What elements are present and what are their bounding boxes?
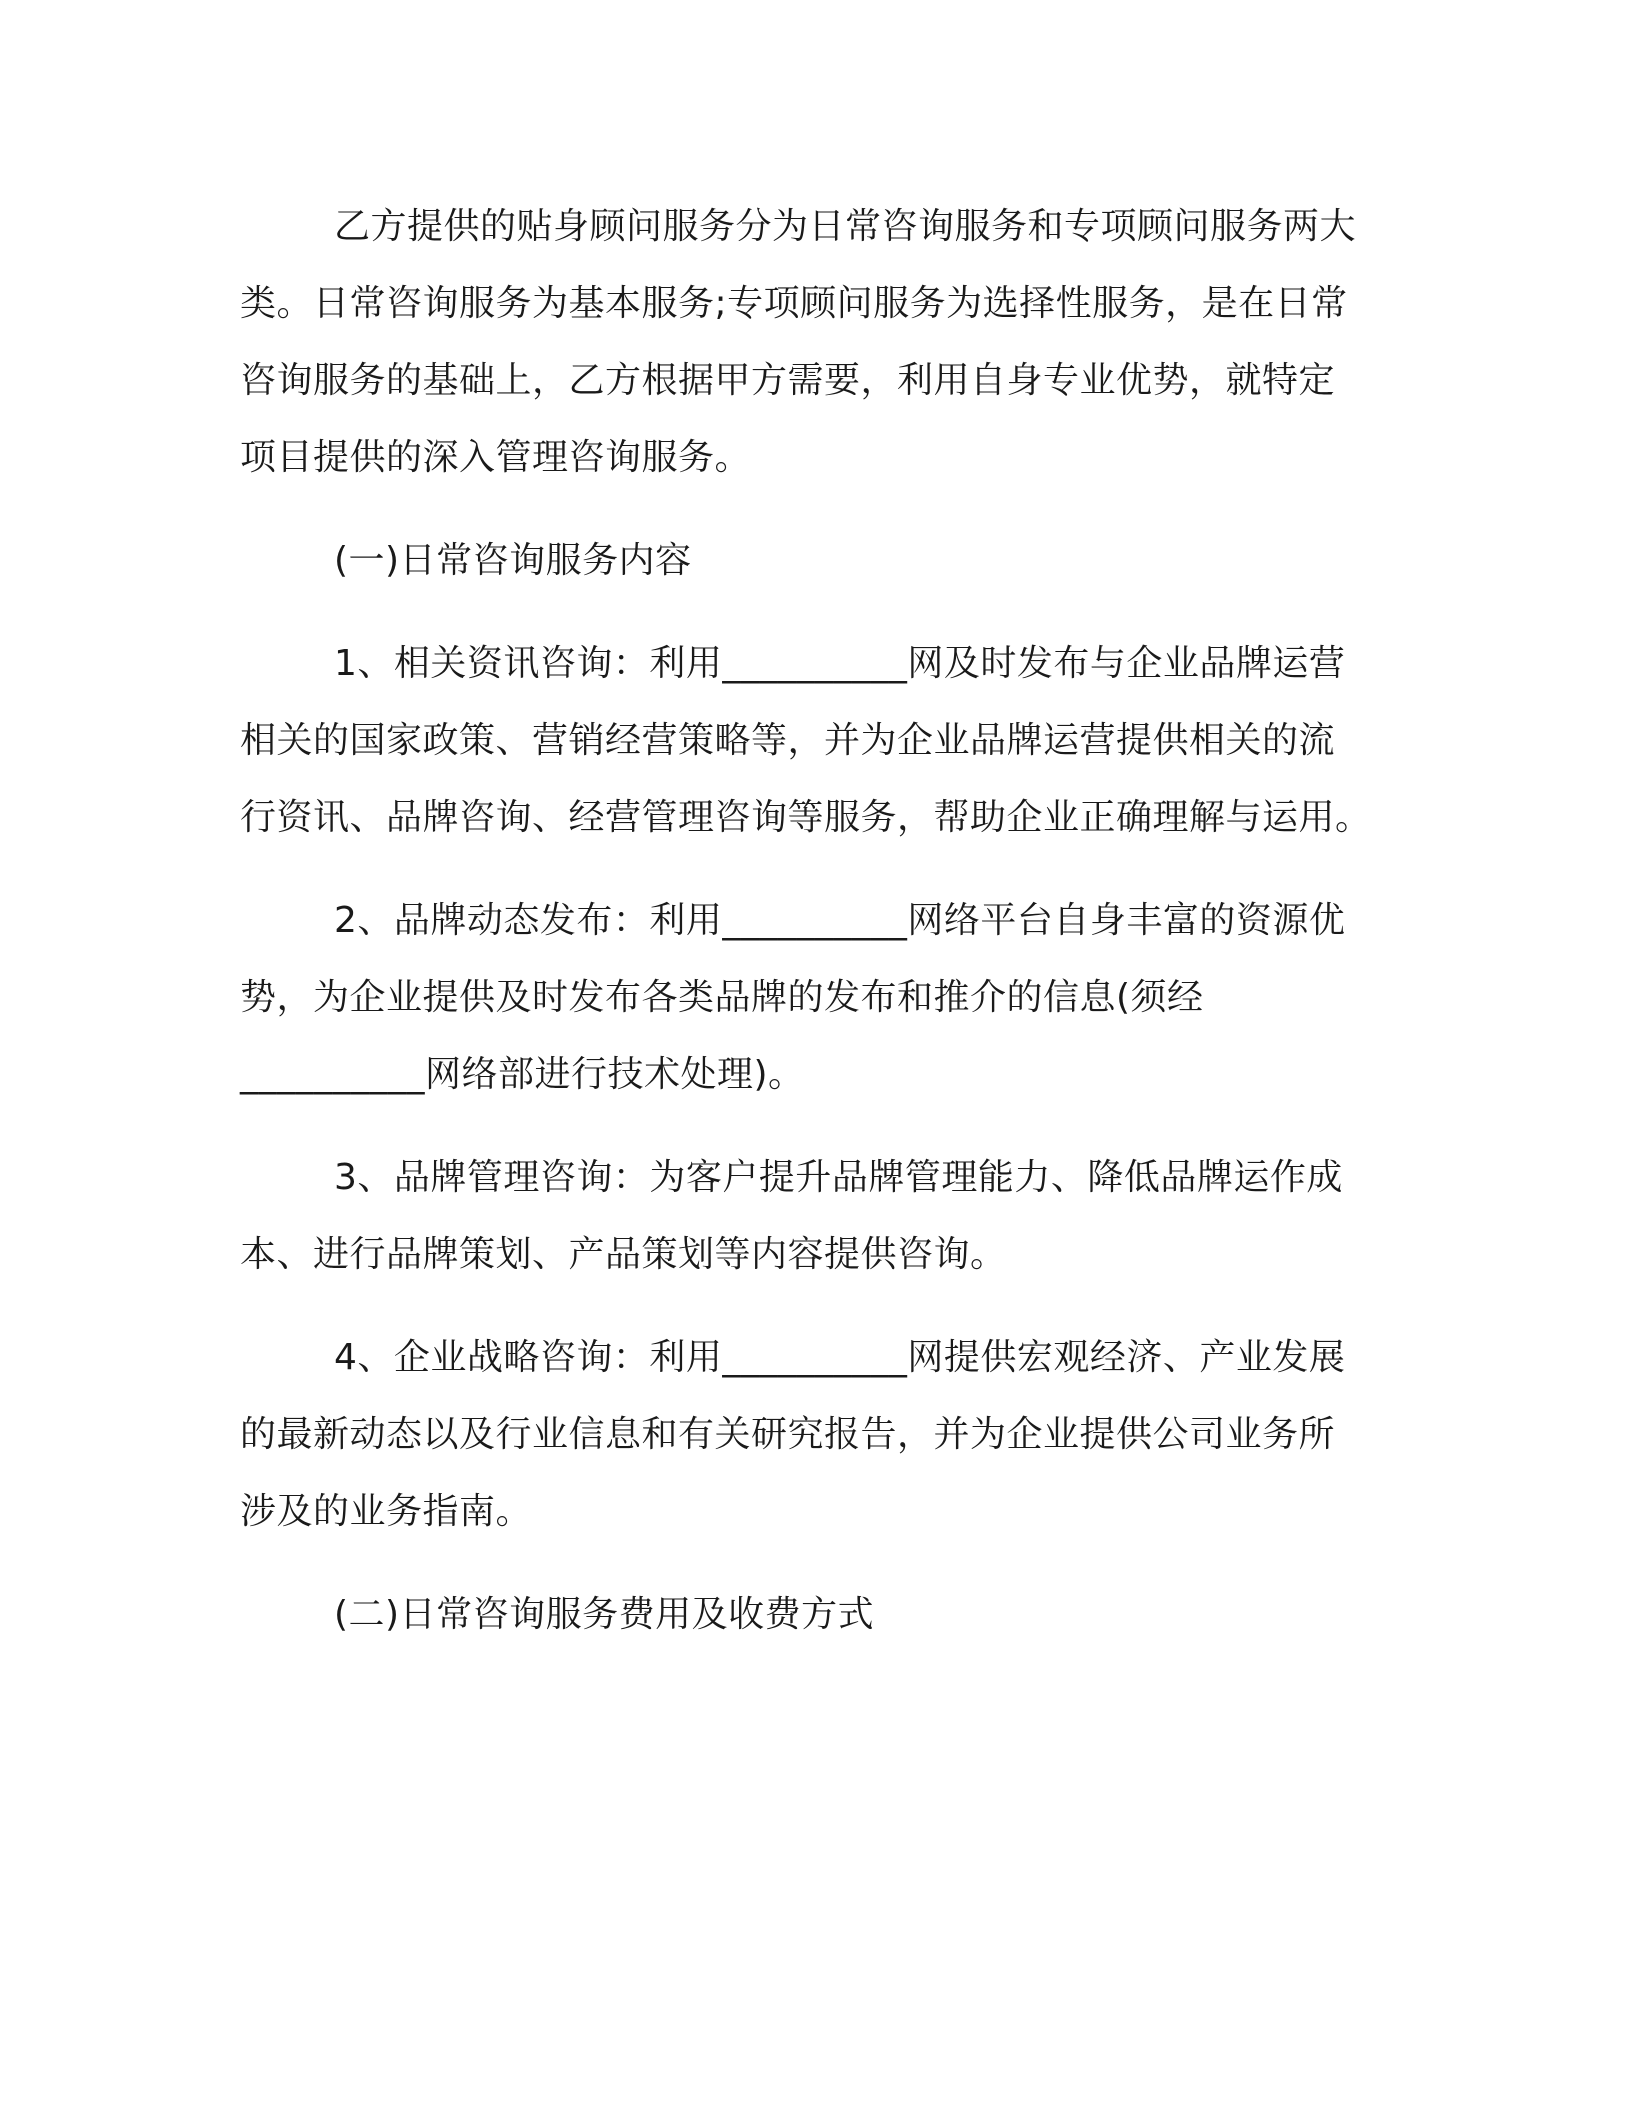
heading-text: (二)日常咨询服务费用及收费方式 — [334, 1594, 875, 1635]
item-3-paragraph — [240, 1139, 1380, 1293]
text-line: 本、进行品牌策划、产品策划等内容提供咨询。 — [240, 1234, 1007, 1275]
text-line: 1、相关资讯咨询：利用__________网及时发布与企业品牌运营 — [334, 643, 1346, 684]
text-line: 4、企业战略咨询：利用__________网提供宏观经济、产业发展 — [334, 1337, 1346, 1378]
text-line: 类。日常咨询服务为基本服务;专项顾问服务为选择性服务，是在日常 — [240, 283, 1348, 324]
section-heading-2 — [240, 1576, 1380, 1653]
heading-text: (一)日常咨询服务内容 — [334, 540, 692, 581]
section-heading-1 — [240, 522, 1380, 599]
text-line: 势，为企业提供及时发布各类品牌的发布和推介的信息(须经 — [240, 977, 1204, 1018]
text-line: 咨询服务的基础上，乙方根据甲方需要，利用自身专业优势，就特定 — [240, 360, 1336, 401]
document-body — [240, 188, 1380, 1653]
text-line: __________网络部进行技术处理)。 — [240, 1054, 805, 1095]
text-line: 的最新动态以及行业信息和有关研究报告，并为企业提供公司业务所 — [240, 1414, 1336, 1455]
text-line: 3、品牌管理咨询：为客户提升品牌管理能力、降低品牌运作成 — [334, 1157, 1343, 1198]
text-line: 相关的国家政策、营销经营策略等，并为企业品牌运营提供相关的流 — [240, 720, 1336, 761]
intro-paragraph — [240, 188, 1380, 496]
item-1-paragraph — [240, 625, 1380, 856]
text-line: 2、品牌动态发布：利用__________网络平台自身丰富的资源优 — [334, 900, 1346, 941]
text-line: 行资讯、品牌咨询、经营管理咨询等服务，帮助企业正确理解与运用。 — [240, 797, 1372, 838]
item-4-paragraph — [240, 1319, 1380, 1550]
text-line: 涉及的业务指南。 — [240, 1491, 533, 1532]
text-line: 乙方提供的贴身顾问服务分为日常咨询服务和专项顾问服务两大 — [334, 206, 1357, 247]
text-line: 项目提供的深入管理咨询服务。 — [240, 437, 752, 478]
item-2-paragraph — [240, 882, 1380, 1113]
